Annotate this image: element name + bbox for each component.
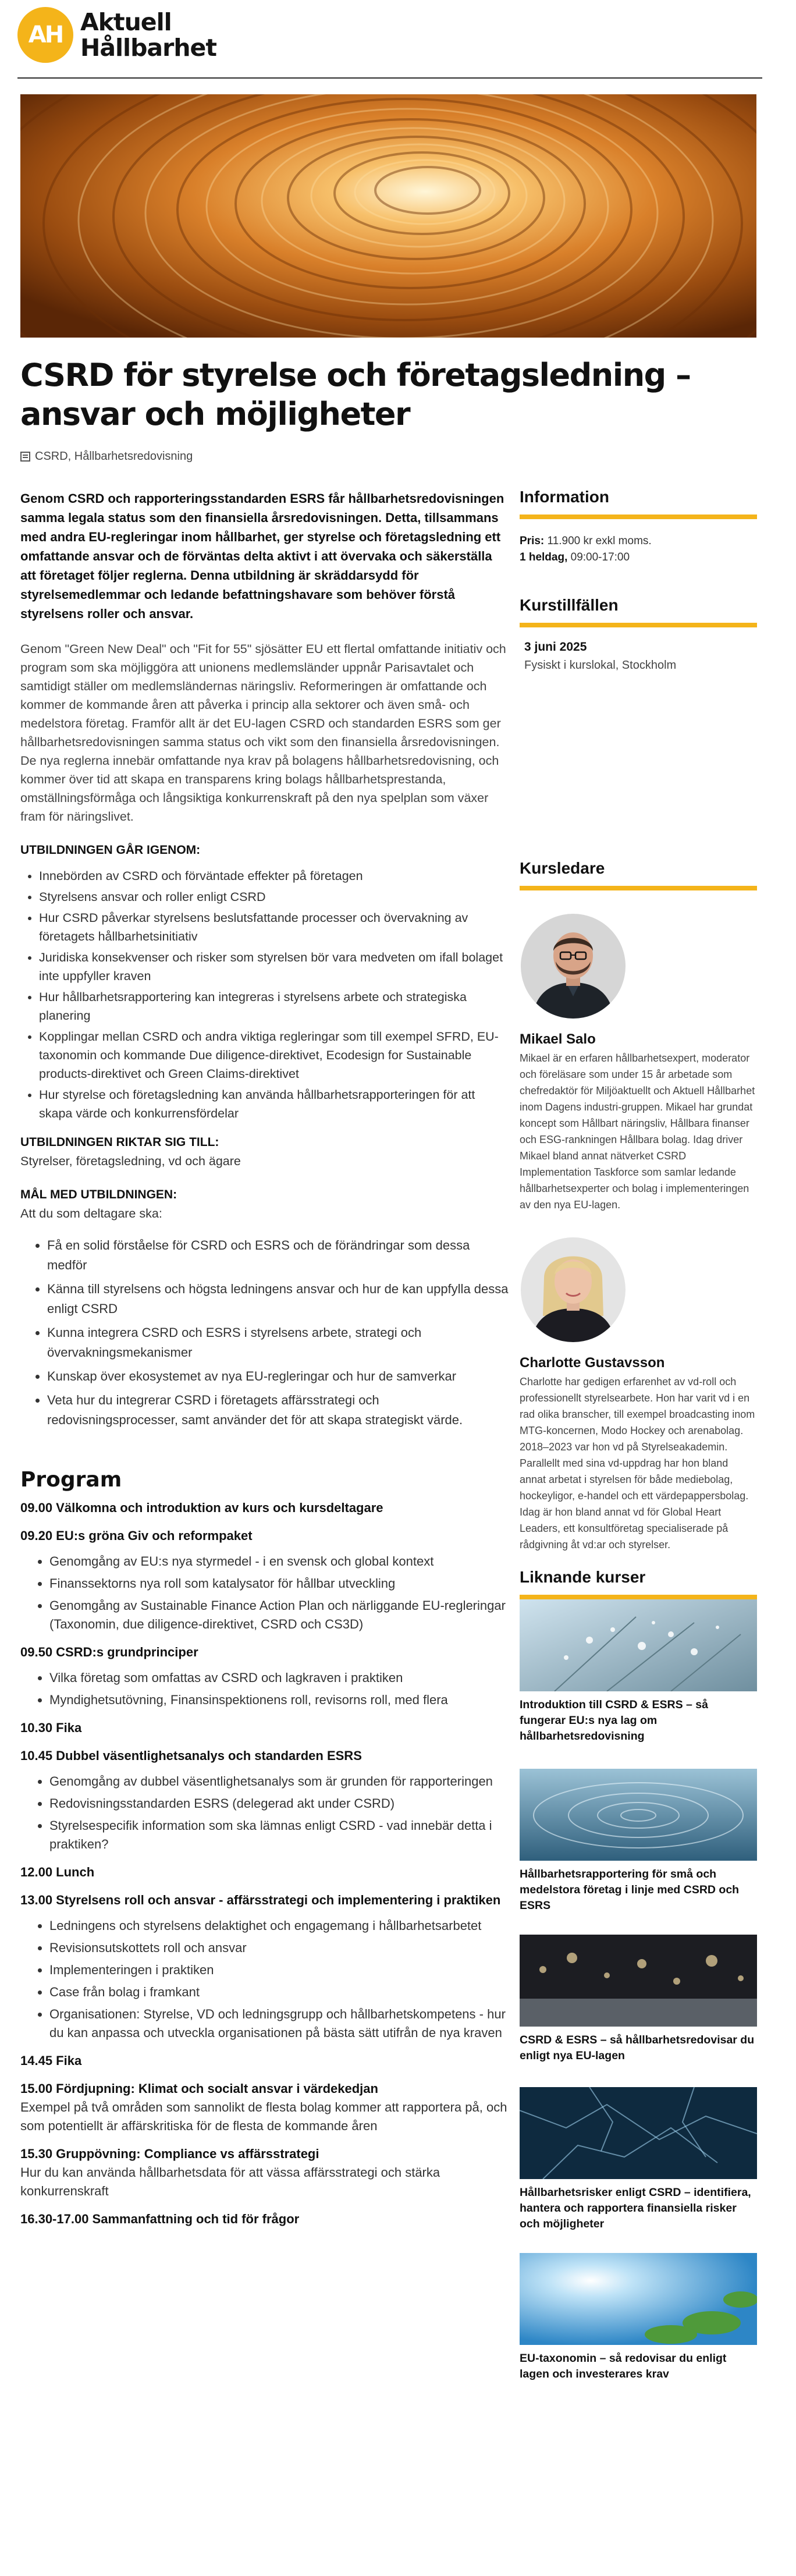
duration-value: 09:00-17:00 xyxy=(570,551,630,563)
leader-name: Mikael Salo xyxy=(520,1031,596,1047)
city-lights-image xyxy=(520,1935,757,2027)
session-entry[interactable] xyxy=(520,638,757,674)
avatar xyxy=(521,1237,626,1342)
list-item: • Styrelsens ansvar och roller enligt CSRD xyxy=(39,888,509,906)
program-item xyxy=(20,1527,509,1634)
sunny-leaves-image xyxy=(520,2253,757,2345)
leaders-heading: Kursledare xyxy=(520,859,605,877)
program-item xyxy=(20,2052,509,2070)
program-item xyxy=(20,1719,509,1737)
related-heading: Liknande kurser xyxy=(520,1568,646,1586)
list-item: • Case från bolag i framkant xyxy=(49,1983,509,2002)
audience-heading: UTBILDNINGEN RIKTAR SIG TILL: xyxy=(20,1136,219,1149)
info-heading: Information xyxy=(520,488,609,506)
related-divider xyxy=(520,1595,757,1599)
header-divider xyxy=(17,77,762,79)
course-description xyxy=(20,489,509,2229)
program-item-list xyxy=(20,1552,509,1634)
category-tags-text[interactable]: CSRD, Hållbarhetsredovisning xyxy=(35,450,193,463)
hero-image xyxy=(20,94,756,338)
list-item: • Vilka företag som omfattas av CSRD och lagkraven i praktiken xyxy=(49,1669,509,1687)
program-item xyxy=(20,2080,509,2135)
list-item: • Styrelsespecifik information som ska lämnas enligt CSRD - vad innebär detta i praktiken? xyxy=(49,1816,509,1854)
related-course-title: CSRD & ESRS – så hållbarhetsredovisar du enligt nya EU-lagen xyxy=(520,2034,755,2062)
goals-intro: Att du som deltagare ska: xyxy=(20,1207,162,1220)
list-item: • Myndighetsutövning, Finansinspektionens roll, revisorns roll, med flera xyxy=(49,1691,509,1709)
page-title: CSRD för styrelse och företagsledning – ansvar och möjligheter xyxy=(20,357,691,432)
related-course-image xyxy=(520,1599,757,1691)
leader-bio: Charlotte har gedigen erfarenhet av vd-roll och professionellt styrelsearbete. Hon har varit vd i en rad olika branscher, till exempel broadcasting inom MTG-koncernen, Modo Hockey och arenabolag. 2018–2023 var hon vd på Styrelseakademin. Parallellt med sina vd-uppdrag har hon bland annat arbetat i styrelsen för både mediebolag, hockeyligor, e-handel och ett värdepappersbolag. Idag är hon bland annat vd för Global Heart Leaders, ett konsultföretag specialiserade på rådgivning åt vd:ar och styrelser. xyxy=(520,1376,755,1550)
leader-photo-mikael xyxy=(521,914,626,1019)
related-course-card[interactable] xyxy=(520,1599,757,1744)
program-item xyxy=(20,1891,509,2042)
logo-line-1: Aktuell xyxy=(80,8,172,36)
list-item: • Finanssektorns nya roll som katalysator för hållbar utveckling xyxy=(49,1574,509,1593)
program-item xyxy=(20,1747,509,1854)
session-location: Fysiskt i kurslokal, Stockholm xyxy=(524,659,677,672)
leader-card xyxy=(520,1237,757,1553)
logo-line-2: Hållbarhet xyxy=(80,34,216,62)
cracked-ice-image xyxy=(520,2087,757,2179)
list-item: • Kunna integrera CSRD och ESRS i styrelsens arbete, strategi och övervakningsmekanismer xyxy=(47,1323,509,1362)
related-course-image xyxy=(520,2087,757,2179)
related-course-card[interactable] xyxy=(520,1935,757,2064)
list-item: • Veta hur du integrerar CSRD i företagets affärsstrategi och redovisningsprocesser, samt använder det för att skapa strategiskt värde. xyxy=(47,1390,509,1430)
session-date: 3 juni 2025 xyxy=(524,640,587,654)
program-heading: Program xyxy=(20,1468,122,1492)
list-item: • Kunskap över ekosystemet av nya EU-regleringar och hur de samverkar xyxy=(47,1367,509,1386)
list-item: • Juridiska konsekvenser och risker som styrelsen bör vara medveten om ifall bolaget inte uppfyller kraven xyxy=(39,948,509,985)
category-tags xyxy=(20,450,193,463)
avatar xyxy=(521,914,626,1019)
leader-name: Charlotte Gustavsson xyxy=(520,1355,665,1371)
list-item: • Redovisningsstandarden ESRS (delegerad akt under CSRD) xyxy=(49,1794,509,1813)
list-item: • Hur CSRD påverkar styrelsens beslutsfattande processer och övervakning av företagets hållbarhetsinitiativ xyxy=(39,909,509,946)
related-course-image xyxy=(520,2253,757,2345)
program-item-title: 10.45 Dubbel väsentlighetsanalys och standarden ESRS xyxy=(20,1748,362,1763)
list-item: • Genomgång av Sustainable Finance Action Plan och närliggande EU-regleringar (Taxonomin, due diligence-direktivet, CSRD och CS3D) xyxy=(49,1596,509,1634)
duration-label: 1 heldag, xyxy=(520,551,568,563)
audience-text: Styrelser, företagsledning, vd och ägare xyxy=(20,1154,241,1168)
program-item-title: 09.00 Välkomna och introduktion av kurs och kursdeltagare xyxy=(20,1500,383,1515)
program-item-list xyxy=(20,1917,509,2042)
list-item: • Hur styrelse och företagsledning kan använda hållbarhetsrapporteringen för att skapa värde och konkurrensfördelar xyxy=(39,1085,509,1123)
program-item-title: 13.00 Styrelsens roll och ansvar - affärsstrategi och implementering i praktiken xyxy=(20,1893,501,1907)
program-item-title: 10.30 Fika xyxy=(20,1720,82,1735)
related-course-image xyxy=(520,1769,757,1861)
list-item: • Känna till styrelsens och högsta ledningens ansvar och hur de kan uppfylla dessa enligt CSRD xyxy=(47,1279,509,1319)
goals-heading: MÅL MED UTBILDNINGEN: xyxy=(20,1188,177,1201)
list-item: • Implementeringen i praktiken xyxy=(49,1961,509,1979)
related-course-card[interactable] xyxy=(520,1769,757,1914)
related-course-title: EU-taxonomin – så redovisar du enligt lagen och investerares krav xyxy=(520,2352,727,2380)
price-label: Pris: xyxy=(520,535,545,547)
program-item xyxy=(20,2145,509,2201)
related-course-image xyxy=(520,1935,757,2027)
related-course-card[interactable] xyxy=(520,2087,757,2232)
related-course-card[interactable] xyxy=(520,2253,757,2382)
list-item: • Få en solid förståelse för CSRD och ESRS och de förändringar som dessa medför xyxy=(47,1236,509,1275)
related-course-title: Hållbarhetsrisker enligt CSRD – identifiera, hantera och rapportera finansiella risker och möjligheter xyxy=(520,2186,751,2230)
list-item: • Kopplingar mellan CSRD och andra viktiga regleringar som till exempel SFRD, EU-taxonomin och kommande Due diligence-direktivet, Ecodesign for Sustainable products-direktivet och Green Claims-direktivet xyxy=(39,1027,509,1083)
program-item-list xyxy=(20,1669,509,1709)
list-item: • Revisionsutskottets roll och ansvar xyxy=(49,1939,509,1957)
list-item: • Organisationen: Styrelse, VD och ledningsgrupp och hållbarhetskompetens - hur du kan anpassa och utveckla organisationen på bästa sätt utifrån de nya kraven xyxy=(49,2005,509,2042)
sidebar xyxy=(520,489,757,2382)
program-item-list xyxy=(20,1772,509,1854)
logo-wordmark xyxy=(80,9,216,61)
list-item: • Ledningens och styrelsens delaktighet och engagemang i hållbarhetsarbetet xyxy=(49,1917,509,1935)
program-item-title: 09.50 CSRD:s grundprinciper xyxy=(20,1645,198,1659)
leader-photo-charlotte xyxy=(521,1237,626,1342)
list-item: • Hur hållbarhetsrapportering kan integreras i styrelsens arbete och strategiska planering xyxy=(39,988,509,1025)
list-item: • Innebörden av CSRD och förväntade effekter på företagen xyxy=(39,867,509,885)
intro-paragraph: Genom "Green New Deal" och "Fit for 55" sjösätter EU ett flertal omfattande initiativ och program som ska möjliggöra att unionens medlemsländer uppnår Parisavtalet och samtidigt ställer om medlemsländernas näringsliv. Reformeringen är omfattande och kommer de kommande åren att påverka i princip alla sektorer och även små- och medelstora företag. Framför allt är det EU-lagen CSRD och standarden ESRS som ger hållbarhetsredovisningen samma status och vikt som den finansiella årsredovisningen. De nya reglerna innebär omfattande nya krav på bolagens hållbarhetsredovisning, och kommer över tid att skapa en transparens kring bolags hållbarhetsprestanda, omställningsförmåga och långsiktiga konkurrenskraft på den nya spelplan som växer fram för näringslivet. xyxy=(20,642,506,824)
category-icon xyxy=(20,452,30,462)
related-course-title: Hållbarhetsrapportering för små och medelstora företag i linje med CSRD och ESRS xyxy=(520,1868,740,1912)
program-item-title: 09.20 EU:s gröna Giv och reformpaket xyxy=(20,1528,253,1543)
site-header xyxy=(0,0,796,80)
program-item xyxy=(20,1863,509,1882)
sessions-heading: Kurstillfällen xyxy=(520,596,619,614)
program-item-text: Exempel på två områden som sannolikt de flesta bolag kommer att rapportera på, och som potentiellt är affärskritiska för de flesta de kommande åren xyxy=(20,2100,507,2133)
dew-grass-image xyxy=(520,1599,757,1691)
logo-badge: AH xyxy=(17,7,73,63)
program-item-title: 14.45 Fika xyxy=(20,2053,82,2068)
price-value: 11.900 kr exkl moms. xyxy=(547,535,652,547)
leaders-divider xyxy=(520,886,757,890)
program-item-title: 12.00 Lunch xyxy=(20,1865,95,1879)
related-course-title: Introduktion till CSRD & ESRS – så fungerar EU:s nya lag om hållbarhetsredovisning xyxy=(520,1698,708,1743)
site-logo[interactable] xyxy=(17,7,216,63)
program-item-title: 15.00 Fördjupning: Klimat och socialt ansvar i värdekedjan xyxy=(20,2081,378,2096)
list-item: • Genomgång av dubbel väsentlighetsanalys som är grunden för rapporteringen xyxy=(49,1772,509,1791)
goals-list xyxy=(20,1236,509,1430)
program-item-title: 16.30-17.00 Sammanfattning och tid för frågor xyxy=(20,2212,300,2226)
leader-bio: Mikael är en erfaren hållbarhetsexpert, moderator och föreläsare som under 15 år arbetade som chefredaktör för Miljöaktuellt och Aktuell Hållbarhet inom Dagens industri-gruppen. Mikael har grundat koncept som Hållbart näringsliv, Hållbara finanser och ESG-rankningen Hållbara bolag. Idag driver Mikael bland annat nätverket CSRD Implementation Taskforce som samlar ledande hållbarhetsexperter och bolag i implementeringen av den nya EU-lagen. xyxy=(520,1052,755,1211)
program-item-text: Hur du kan använda hållbarhetsdata för att vässa affärsstrategi och stärka konkurrenskraft xyxy=(20,2165,440,2198)
sessions-divider xyxy=(520,623,757,627)
lead-paragraph: Genom CSRD och rapporteringsstandarden ESRS får hållbarhetsredovisningen samma legala status som den finansiella årsredovisningen. Detta, tillsammans med andra EU-regleringar inom hållbarhet, ger styrelse och företagsledning ett omfattande ansvar och de förväntas delta aktivt i att övervaka och säkerställa att företaget följer reglerna. Denna utbildning är skräddarsydd för styrelsemedlemmar och ledande befattningshavare som behöver förstå styrelsens roller och ansvar. xyxy=(20,491,504,621)
program-item-title: 15.30 Gruppövning: Compliance vs affärsstrategi xyxy=(20,2146,319,2161)
program-item xyxy=(20,2210,509,2229)
list-item: • Genomgång av EU:s nya styrmedel - i en svensk och global kontext xyxy=(49,1552,509,1571)
covers-heading: UTBILDNINGEN GÅR IGENOM: xyxy=(20,843,201,857)
hero-wood-swirl xyxy=(20,94,756,338)
info-divider xyxy=(520,515,757,519)
covers-list xyxy=(20,867,509,1123)
program-item xyxy=(20,1643,509,1709)
leader-card xyxy=(520,914,757,1213)
water-ripple-image xyxy=(520,1769,757,1861)
price-info xyxy=(520,533,757,566)
program-item xyxy=(20,1499,509,1517)
